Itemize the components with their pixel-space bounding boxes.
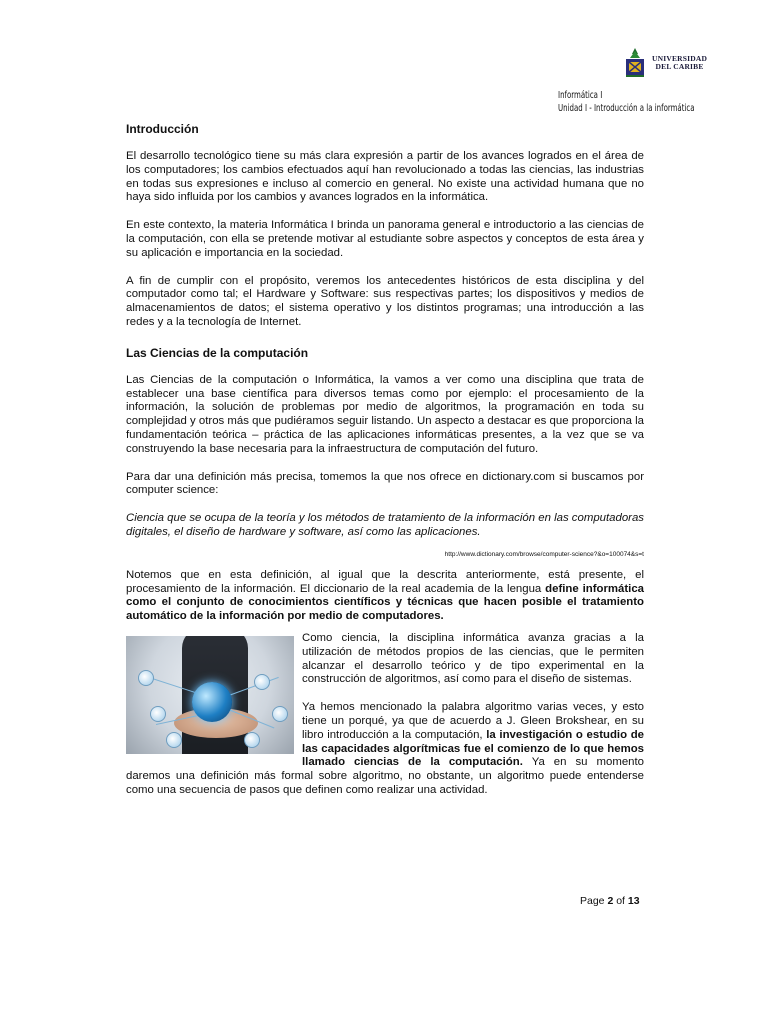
intro-heading: Introducción <box>126 122 199 136</box>
intro-paragraph-3: A fin de cumplir con el propósito, veremos los antecedentes históricos de esta disciplina y del computador como tal; el Hardware y Software: sus respectivas partes; los dispositivos y medios de almacenamientos de datos; el sistema operativo y los distintos programas; una introducción a las redes y a la tecnología de Internet. <box>126 274 644 328</box>
cs-paragraph-1: Las Ciencias de la computación o Informática, la vamos a ver como una disciplina que trata de establecer una base científica para diversos temas como por ejemplo: el procesamiento de la información, la solución de problemas por medio de algoritmos, la programación en toda su complejidad y otros más que pudiéramos seguir listando. Un aspecto a destacar es que proporciona la fundamentación teórica – práctica de las aplicaciones informáticas presentes, a la vez que se va construyendo la base necesaria para la infraestructura de computación del futuro. <box>126 373 644 455</box>
cs-paragraph-3 <box>126 569 644 624</box>
cs-paragraph-3-text: Notemos que en esta definición, al igual que la descrita anteriormente, está presente, el procesamiento de la información. El diccionario de la real academia de la lengua <box>126 568 644 595</box>
logo-line2: DEL CARIBE <box>655 62 704 71</box>
course-info <box>558 89 695 115</box>
cs-paragraph-2: Para dar una definición más precisa, tomemos la que nos ofrece en dictionary.com si buscamos por computer science: <box>126 470 644 497</box>
main-content <box>126 122 644 798</box>
network-node-icon <box>138 670 154 686</box>
page-total: 13 <box>627 895 640 907</box>
network-node-icon <box>272 706 288 722</box>
cs-paragraph-5-text-b: Ya en su momento daremos una definición más formal sobre algoritmo, no obstante, un algoritmo puede entenderse como una secuencia de pasos que definen como realizar una actividad. <box>126 756 644 796</box>
source-url: http://www.dictionary.com/browse/computer-science?&o=100074&s=t <box>444 550 644 558</box>
page-label: Page <box>580 895 605 907</box>
technology-illustration <box>126 636 294 754</box>
network-node-icon <box>150 706 166 722</box>
globe-icon <box>192 682 232 722</box>
cs-paragraph-3-bold: define informática como el conjunto de conocimientos científicos y técnicas que hacen posible el tratamiento automático de la información por medio de computadores. <box>126 582 645 623</box>
unit-name: Unidad I - Introducción a la informática <box>558 103 695 114</box>
logo-line1: UNIVERSIDAD <box>652 54 708 63</box>
network-node-icon <box>244 732 260 748</box>
cs-heading: Las Ciencias de la computación <box>126 345 309 360</box>
cs-paragraph-5-bold: la investigación o estudio de las capacidades algorítmicas fue el comienzo de lo que hemos llamado ciencias de la computación. <box>302 728 644 769</box>
university-logo <box>624 48 707 78</box>
page-footer <box>580 895 640 907</box>
university-emblem-icon <box>624 48 646 78</box>
network-node-icon <box>254 674 270 690</box>
image-text-block <box>126 632 644 798</box>
cs-paragraph-4: Como ciencia, la disciplina informática avanza gracias a la utilización de métodos propios de las ciencias, que le permiten alcanzar el desarrollo teórico y de tipo experimental en la construcción de algoritmos, así como para el diseño de sistemas. <box>302 631 644 686</box>
cs-paragraph-5-text-a: Ya hemos mencionado la palabra algoritmo varias veces, y esto tiene un porqué, ya que de acuerdo a J. Gleen Brokshear, en su libro introducción a la computación, <box>302 701 644 741</box>
of-label: of <box>616 895 625 907</box>
intro-paragraph-1: El desarrollo tecnológico tiene su más clara expresión a partir de los avances logrados en el área de los computadores; los cambios efectuados aquí han revolucionado a todas las ciencias, las industrias en todas sus expresiones e incluso al comercio en general. No existe una actividad humana que no haya sido influida por los cambios y avances logrados en la informática. <box>126 150 644 204</box>
course-name: Informática I <box>558 90 603 101</box>
intro-paragraph-2: En este contexto, la materia Informática I brinda un panorama general e introductorio a las ciencias de la computación, con ella se pretende motivar al estudiante sobre aspectos y conceptos de esta área y su aplicación e importancia en la sociedad. <box>126 219 644 259</box>
network-node-icon <box>166 732 182 748</box>
cs-definition-quote: Ciencia que se ocupa de la teoría y los métodos de tratamiento de la información en las computadoras digitales, el diseño de hardware y software, así como las aplicaciones. <box>126 512 644 538</box>
page-current: 2 <box>607 895 614 907</box>
logo-text <box>652 55 707 71</box>
